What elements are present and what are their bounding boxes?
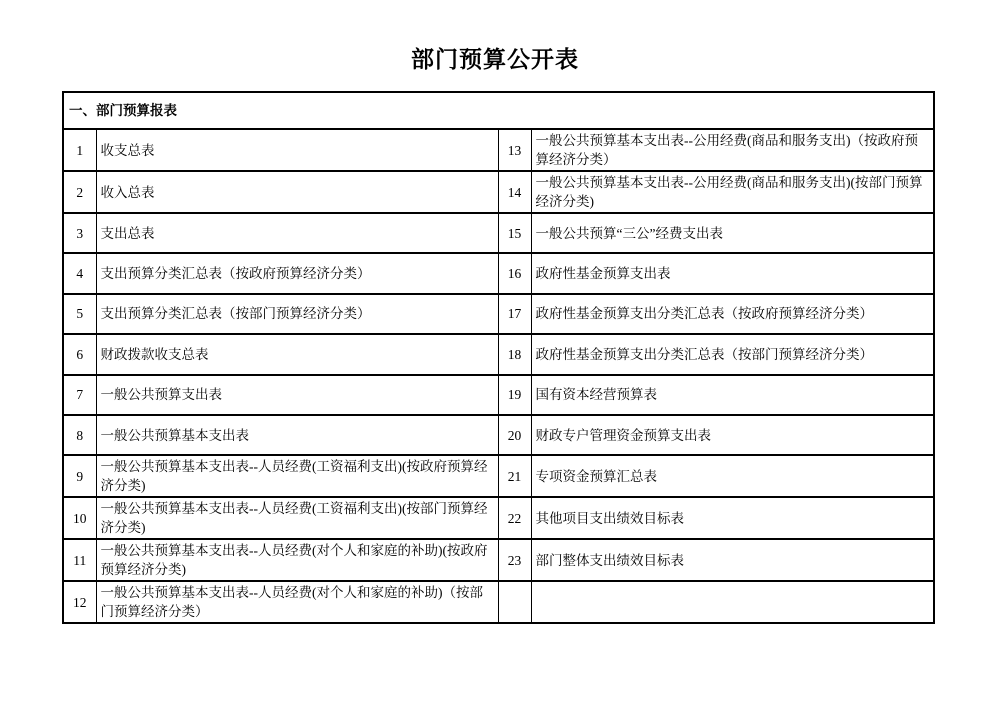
report-name-right: 一般公共预算基本支出表--公用经费(商品和服务支出)(按部门预算经济分类) <box>531 171 934 213</box>
row-number-right: 16 <box>498 253 531 293</box>
report-name-right: 一般公共预算基本支出表--公用经费(商品和服务支出)（按政府预算经济分类） <box>531 129 934 171</box>
report-name-left: 一般公共预算基本支出表--人员经费(工资福利支出)(按部门预算经济分类) <box>96 497 498 539</box>
table-row <box>63 171 934 213</box>
table-row <box>63 334 934 374</box>
row-number-left: 2 <box>63 171 96 213</box>
report-name-left: 财政拨款收支总表 <box>96 334 498 374</box>
table-row <box>63 253 934 293</box>
row-number-left: 3 <box>63 213 96 253</box>
report-name-right <box>531 581 934 623</box>
row-number-left: 11 <box>63 539 96 581</box>
report-name-right: 政府性基金预算支出表 <box>531 253 934 293</box>
row-number-right: 18 <box>498 334 531 374</box>
row-number-right: 22 <box>498 497 531 539</box>
row-number-left: 9 <box>63 455 96 497</box>
row-number-left: 12 <box>63 581 96 623</box>
row-number-right: 13 <box>498 129 531 171</box>
report-name-right: 政府性基金预算支出分类汇总表（按政府预算经济分类） <box>531 294 934 334</box>
report-name-right: 政府性基金预算支出分类汇总表（按部门预算经济分类） <box>531 334 934 374</box>
row-number-right: 14 <box>498 171 531 213</box>
row-number-left: 1 <box>63 129 96 171</box>
row-number-left: 6 <box>63 334 96 374</box>
report-name-right: 一般公共预算“三公”经费支出表 <box>531 213 934 253</box>
table-row <box>63 294 934 334</box>
report-name-left: 支出总表 <box>96 213 498 253</box>
section-header: 一、部门预算报表 <box>63 92 934 129</box>
row-number-right: 21 <box>498 455 531 497</box>
report-name-left: 支出预算分类汇总表（按部门预算经济分类） <box>96 294 498 334</box>
report-name-right: 专项资金预算汇总表 <box>531 455 934 497</box>
table-row <box>63 455 934 497</box>
table-row <box>63 581 934 623</box>
section-header-row <box>63 92 934 129</box>
report-name-right: 其他项目支出绩效目标表 <box>531 497 934 539</box>
row-number-left: 10 <box>63 497 96 539</box>
row-number-left: 5 <box>63 294 96 334</box>
row-number-right <box>498 581 531 623</box>
row-number-right: 17 <box>498 294 531 334</box>
report-name-right: 部门整体支出绩效目标表 <box>531 539 934 581</box>
row-number-left: 4 <box>63 253 96 293</box>
table-row <box>63 213 934 253</box>
table-row <box>63 415 934 455</box>
page-title: 部门预算公开表 <box>411 47 579 72</box>
report-name-right: 财政专户管理资金预算支出表 <box>531 415 934 455</box>
report-name-left: 一般公共预算基本支出表--人员经费(工资福利支出)(按政府预算经济分类) <box>96 455 498 497</box>
table-row <box>63 375 934 415</box>
row-number-right: 20 <box>498 415 531 455</box>
row-number-left: 7 <box>63 375 96 415</box>
report-name-left: 一般公共预算支出表 <box>96 375 498 415</box>
report-name-left: 一般公共预算基本支出表--人员经费(对个人和家庭的补助)(按政府预算经济分类) <box>96 539 498 581</box>
report-name-left: 一般公共预算基本支出表--人员经费(对个人和家庭的补助)（按部门预算经济分类） <box>96 581 498 623</box>
row-number-right: 19 <box>498 375 531 415</box>
report-name-right: 国有资本经营预算表 <box>531 375 934 415</box>
budget-report-table <box>62 91 935 624</box>
table-row <box>63 497 934 539</box>
row-number-right: 23 <box>498 539 531 581</box>
report-name-left: 收支总表 <box>96 129 498 171</box>
report-name-left: 支出预算分类汇总表（按政府预算经济分类） <box>96 253 498 293</box>
table-row <box>63 539 934 581</box>
report-name-left: 收入总表 <box>96 171 498 213</box>
row-number-left: 8 <box>63 415 96 455</box>
report-name-left: 一般公共预算基本支出表 <box>96 415 498 455</box>
row-number-right: 15 <box>498 213 531 253</box>
table-row <box>63 129 934 171</box>
